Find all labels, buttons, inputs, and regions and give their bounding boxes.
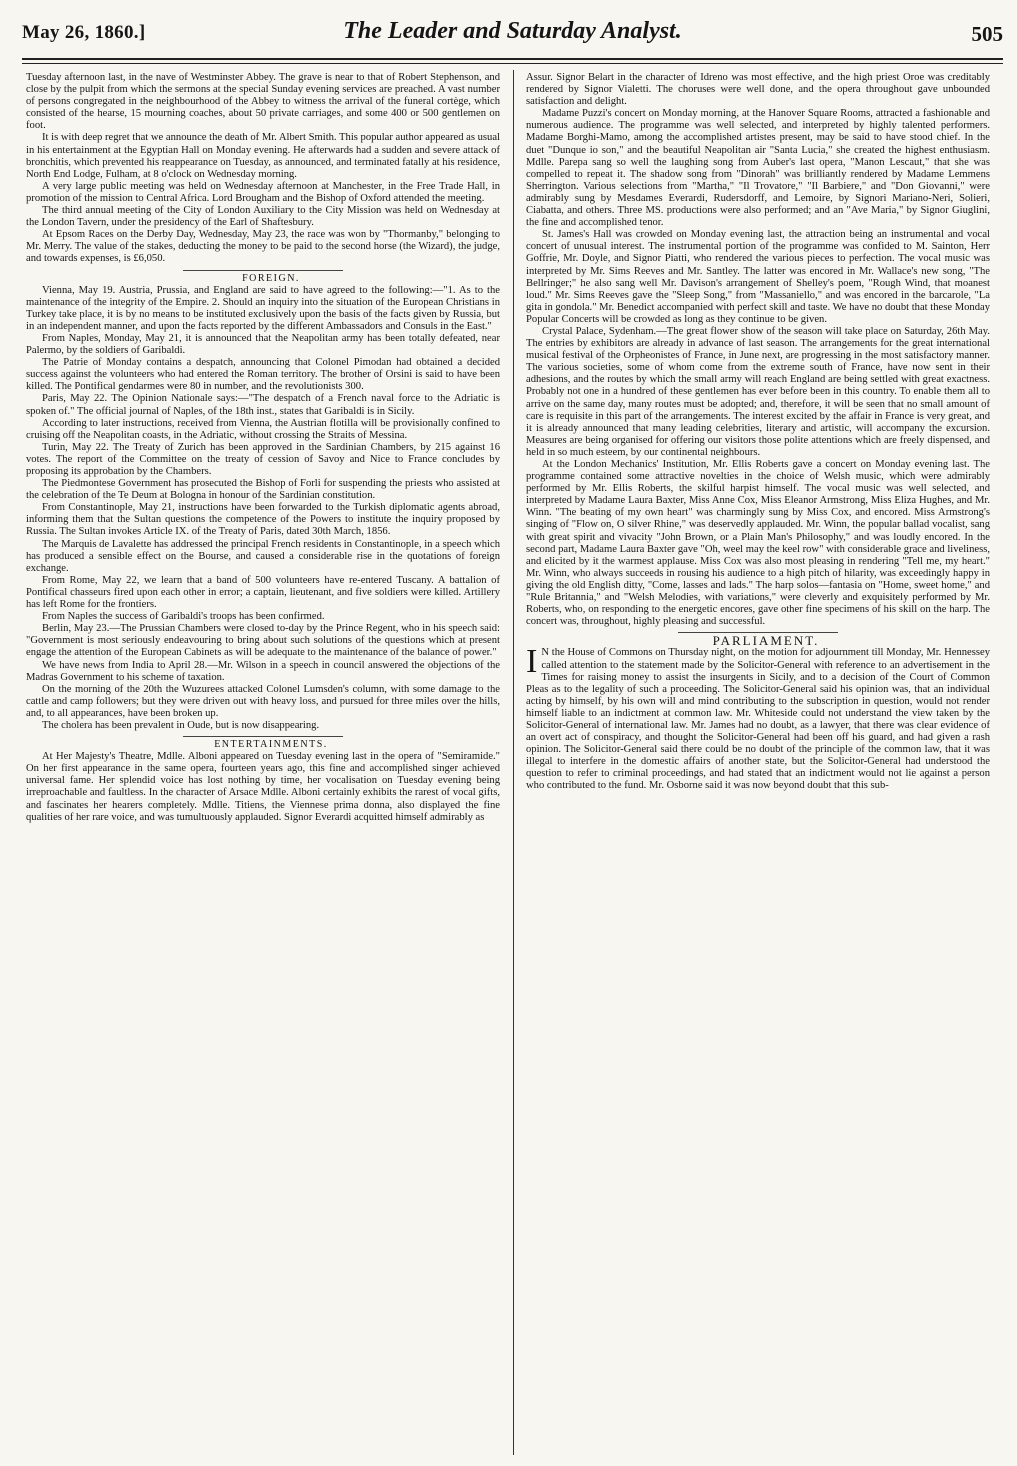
paragraph: The Marquis de Lavalette has addressed the principal French residents in Constantinople, in a speech which has produced a sensible effect on the Bourse, and caused a considerable rise in the quotations of foreign exchange. [26,538,500,574]
left-column [26,72,500,824]
section-heading-parliament: PARLIAMENT. [712,633,820,649]
paragraph: A very large public meeting was held on Wednesday afternoon at Manchester, in the Free Trade Hall, in promotion of the mission to Central Africa. Lord Brougham and the Bishop of Oxford attended the meeting. [26,180,500,204]
masthead-rule-thin [22,63,1003,64]
paragraph: At Epsom Races on the Derby Day, Wednesday, May 23, the race was won by "Thormanby," belonging to Mr. Merry. The value of the stakes, deducting the money to be paid to the second horse (the Wizard), the judge, and towards expenses, is £6,050. [26,229,500,265]
paragraph: From Rome, May 22, we learn that a band of 500 volunteers have re-entered Tuscany. A battalion of Pontifical chasseurs fired upon each other in error; a captain, lieutenant, and five soldiers were killed. Artillery has left Rome for the frontiers. [26,574,500,611]
paragraph: At the London Mechanics' Institution, Mr. Ellis Roberts gave a concert on Monday evening last. The programme contained some attractive novelties in the choice of Welsh music, which were admirably performed by Mr. Ellis Roberts, the skilful harpist himself. The vocal music was well selected, and interpreted by Madame Laura Baxter, Miss Anne Cox, Miss Eleanor Armstrong, Miss Eliza Hughes, and Mr. Winn. "The beating of my own heart" was charmingly sung by Miss Cox, and encored. Miss Armstrong's singing of "Flow on, O silver Rhine," was deservedly applauded. Mr. Winn, the popular ballad vocalist, sang with great spirit and vivacity "John Brown, or a Plain Man's Philosophy," and was loudly encored. In the second part, Madame Laura Baxter gave "Oh, weel may the keel row" with considerable grace and liveliness, and elicited by it the warmest applause. Miss Cox was also most pleasing in rendering "Tell me, my heart." Mr. Winn, who always succeeds in rousing his audience to a high pitch of hilarity, was exceedingly happy in giving the old English ditty, "Come, lasses and lads." The harp solos—fantasia on "Home, sweet home," and "Rule Britannia," and "Welsh Melodies, with variations," were cleverly and exquisitely performed by Mr. Roberts, who, on responding to the energetic encores, gave other fine specimens of his skill on the harp. The concert was, throughout, highly pleasing and successful. [526,459,990,628]
paragraph: From Naples the success of Garibaldi's troops has been confirmed. [42,611,325,623]
publication-title: The Leader and Saturday Analyst. [343,18,682,44]
paragraph: From Naples, Monday, May 21, it is announced that the Neapolitan army has been totally defeated, near Palermo, by the soldiers of Garibaldi. [26,332,500,357]
paragraph: From Constantinople, May 21, instructions have been forwarded to the Turkish diplomatic agents abroad, informing them that the Sultan questions the competence of the Powers to institute the inquiry proposed by Russia. The Sultan invokes Article IX. of the Treaty of Paris, dated 30th March, 1856. [26,502,500,538]
masthead-rule-thick [22,58,1003,60]
page-number: 505 [971,22,1003,46]
paragraph: On the morning of the 20th the Wuzurees attacked Colonel Lumsden's column, with some damage to the cattle and camp followers; but they were driven out with heavy loss, and pursued for three miles over the hills, and, to all appearances, have been broken up. [26,683,500,719]
section-heading-entertainments: ENTERTAINMENTS. [214,739,328,751]
paragraph: Berlin, May 23.—The Prussian Chambers were closed to-day by the Prince Regent, who in his speech said: "Government is most seriously endeavouring to bring about such solutions of the questions which at present engage the attention of the European Cabinets as will be adequate to the maintenance of the balance of power." [26,623,500,659]
paragraph: The Piedmontese Government has prosecuted the Bishop of Forli for suspending the priests who assisted at the celebration of the Te Deum at Bologna in honour of the Sardinian constitution. [26,478,500,502]
paragraph: Turin, May 22. The Treaty of Zurich has been approved in the Sardinian Chambers, by 215 against 16 votes. The report of the Committee on the treaty of cession of Savoy and Nice to France concludes by proposing its approbation by the Chambers. [26,441,500,477]
paragraph: Assur. Signor Belart in the character of Idreno was most effective, and the high priest Oroe was creditably rendered by Signor Vialetti. The choruses were well done, and the opera throughout gave unbounded satisfaction and delight. [526,72,990,108]
paragraph: According to later instructions, received from Vienna, the Austrian flotilla will be provisionally confined to cruising off the Neapolitan coasts, in the Adriatic, without crossing the Straits of Messina. [26,417,500,441]
paragraph: The cholera has been prevalent in Oude, but is now disappearing. [42,719,320,731]
paragraph: At Her Majesty's Theatre, Mdlle. Alboni appeared on Tuesday evening last in the opera of "Semiramide." On her first appearance in the same opera, fourteen years ago, this fine and accomplished singer achieved universal fame. Her splendid voice has lost nothing by time, her vocalisation on Tuesday evening being irreproachable and faultless. In the character of Arsace Mdlle. Alboni certainly exhibits the rarest of vocal gifts, and fascinates her hearers completely. Mdlle. Titiens, the Viennese prima donna, also displayed the fine qualities of her rare voice, and was tumultuously applauded. Signor Everardi acquitted himself admirably as [26,751,500,823]
paragraph: Paris, May 22. The Opinion Nationale says:—"The despatch of a French naval force to the Adriatic is spoken of." The official journal of Naples, of the 18th inst., states that Garibaldi is in Sicily. [26,393,500,417]
paragraph: Madame Puzzi's concert on Monday morning, at the Hanover Square Rooms, attracted a fashionable and numerous audience. The programme was well selected, and interpreted by highly talented performers. Madame Borghi-Mamo, among the accomplished artistes present, may be said to have stood chief. In the duet "Dunque io son," and the beautiful Neapolitan air "Santa Lucia," she created the highest enthusiasm. Mdlle. Parepa sang so well the laughing song from Auber's last opera, "Manon Lescaut," that she was compelled to repeat it. The shadow song from "Dinorah" was brilliantly rendered by Madame Lemmens Sherrington. Various selections from "Martha," "Il Trovatore," "Il Barbiere," and "Don Giovanni," were admirably sung by Mesdames Everardi, Rudersdorff, and Lemoire, by Signori Mariano-Neri, Solieri, Ciabatta, and others. Three MS. productions were also performed; and an "Ave Maria," by Signor Giuglini, the fine and accomplished tenor. [526,108,990,229]
column-divider [513,70,514,1455]
paragraph: St. James's Hall was crowded on Monday evening last, the attraction being an instrumental and vocal concert of unusual interest. The instrumental portion of the programme was confided to M. Sainton, Herr Goffrie, Mr. Doyle, and Signor Piatti, who rendered the various pieces to perfection. The vocal music was interpreted by Mr. Sims Reeves and Mr. Santley. The latter was encored in Mr. Wallace's new song, "The Bellringer;" he also sang well Mr. Davison's arrangement of Shelley's poem, "Rough Wind, that moanest loud." Mr. Sims Reeves gave the "Sleep Song," from "Massaniello," and was encored in the barcarole, "La gita in gondola." Mr. Benedict accompanied with perfect skill and taste. We have no doubt that these Monday Popular Concerts will be crowded as long as they continue to be given. [526,229,990,325]
right-column [526,72,990,793]
issue-date: May 26, 1860.] [22,22,146,43]
paragraph-text: N the House of Commons on Thursday night, on the motion for adjournment till Monday, Mr. Hennessey called attention to the statement made by the Solicitor-General with reference to an advertisement in the Times for raising money to assist the insurgents in Sicily, and to a decision of the Court of Common Pleas as to the legality of such a proceeding. The Solicitor-General said his opinion was, that an individual acting by himself, by his own will and mind contributing to the subscription in question, would not render himself liable to an indictment at common law. Mr. Whiteside could not understand the view taken by the Solicitor-General of international law. Mr. James had no doubt, as a lawyer, that there was clear evidence of an overt act of conspiracy, and thought the Solicitor-General had been off his guard, and had given a rash opinion. The Solicitor-General said there could be no doubt of the principle of the common law, that it was illegal to interfere in the domestic affairs of another state, but the Solicitor-General had understood the question to refer to criminal proceedings, and had stated that an indictment would not lie against a person who contributed to the fund. Mr. Osborne said it was now beyond doubt that this sub- [526,647,990,792]
drop-cap: I [526,643,538,681]
paragraph [526,643,990,792]
section-heading-foreign: FOREIGN. [242,272,300,284]
paragraph: Vienna, May 19. Austria, Prussia, and England are said to have agreed to the following:—"1. As to the maintenance of the integrity of the Empire. 2. Should an inquiry into the situation of the European Christians in Turkey take place, it is by no means to be instituted exclusively upon the basis of the facts given by Russia, but in an independent manner, and upon the facts reported by the different Ambassadors and Consuls in the East." [26,284,500,332]
paragraph: The Patrie of Monday contains a despatch, announcing that Colonel Pimodan had obtained a decided success against the volunteers who had entered the Roman territory. The brother of Orsini is said to have been killed. The Pontifical gendarmes were 80 in number, and the revolutionists 300. [26,357,500,393]
paragraph: Tuesday afternoon last, in the nave of Westminster Abbey. The grave is near to that of Robert Stephenson, and close by the pulpit from which the sermons at the special Sunday evening services are preached. A vast number of persons congregated in the neighbourhood of the Abbey to witness the arrival of the funeral cortège, which consisted of the hearse, 15 mourning coaches, about 50 private carriages, and some 400 or 500 gentlemen on foot. [26,72,500,132]
section-separator [183,270,343,271]
section-separator [183,736,343,737]
paragraph: The third annual meeting of the City of London Auxiliary to the City Mission was held on Wednesday at the London Tavern, under the presidency of the Earl of Shaftesbury. [26,205,500,229]
masthead [22,8,1003,52]
paragraph: It is with deep regret that we announce the death of Mr. Albert Smith. This popular author appeared as usual in his entertainment at the Egyptian Hall on Monday evening. He afterwards had a sudden and severe attack of bronchitis, which prevented his reappearance on Tuesday, as announced, and terminated fatally at his residence, North End Lodge, Fulham, at 8 o'clock on Wednesday morning. [26,132,500,180]
paragraph: Crystal Palace, Sydenham.—The great flower show of the season will take place on Saturday, 26th May. The entries by exhibitors are already in advance of last season. The arrangements for the great international musical festival of the Orpheonistes of France, in June next, are progressing in the most satisfactory manner. The various societies, some of whom come from the extreme south of France, have now sent in their adhesions, and the routes by which the small army will reach England are being settled with great exactness. Probably not one in a hundred of these gentlemen has ever before been in this country. To enable them all to arrive on the same day, many routes must be adopted; and, therefore, it will be seen that no small amount of care is requisite in this part of the arrangements. The interest excited by the affair in France is very great, and it is already announced that many leading celebrities, literary and artistic, will accompany the excursion. Measures are being organised for offering our visitors those polite attentions which are freely dispensed, and held in so much esteem, by our continental neighbours. [526,325,990,458]
paragraph: We have news from India to April 28.—Mr. Wilson in a speech in council answered the objections of the Madras Government to his scheme of taxation. [26,659,500,683]
